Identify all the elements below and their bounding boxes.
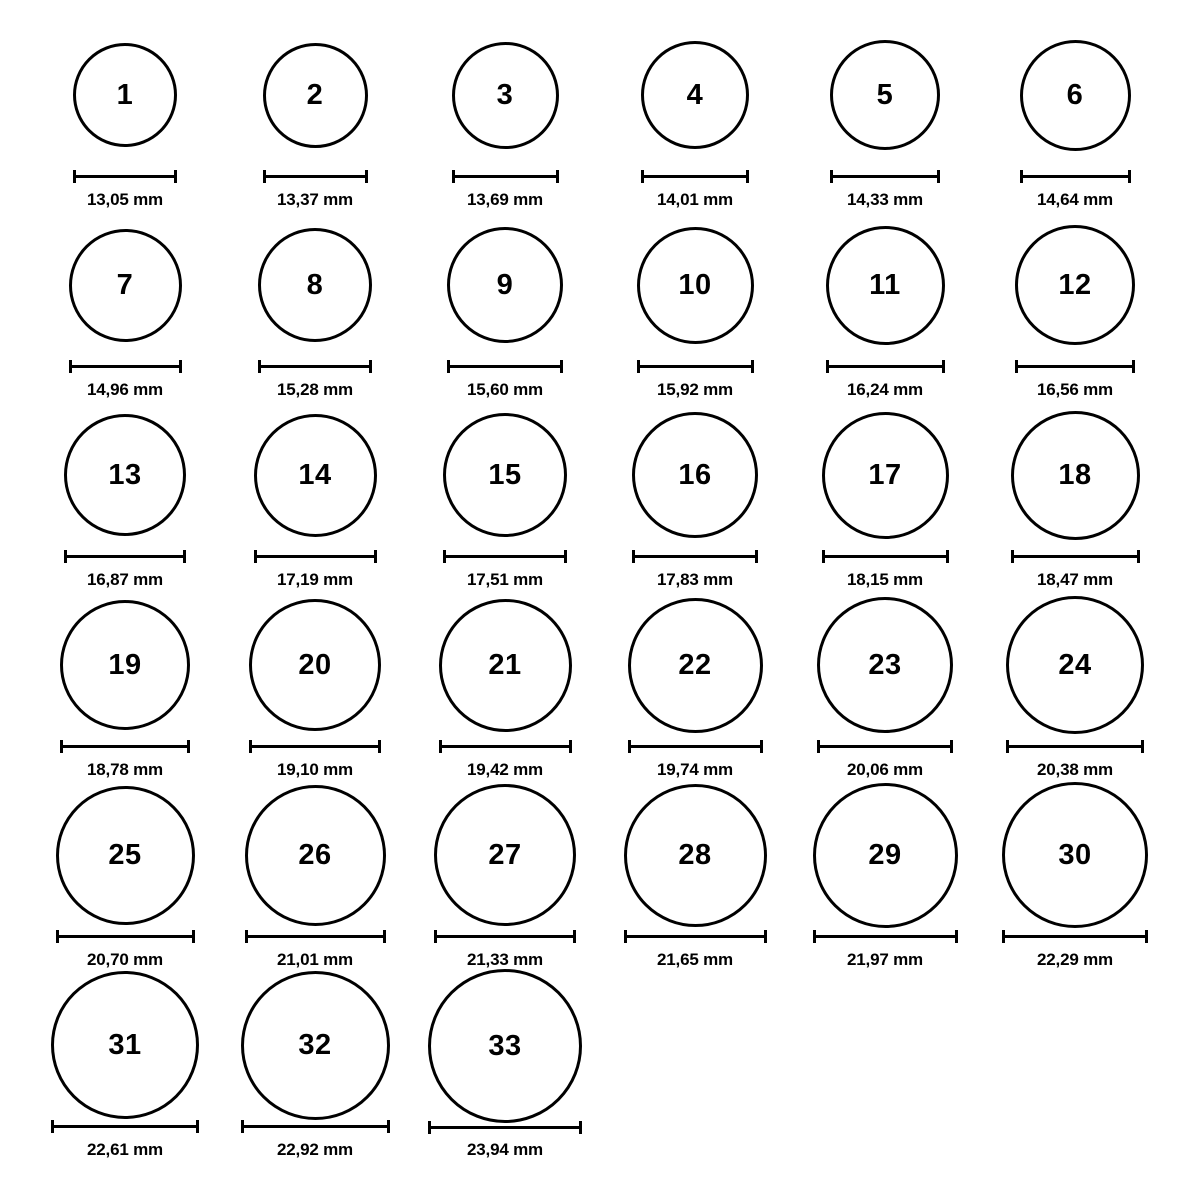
ring-size-number: 32	[298, 1028, 332, 1061]
diameter-caliper-icon	[428, 1122, 582, 1133]
ring-size-cell[interactable]	[790, 590, 980, 780]
ring-size-number: 13	[108, 458, 142, 491]
diameter-label: 15,92 mm	[657, 380, 733, 399]
ring-circle-wrap	[637, 210, 754, 360]
diameter-caliper-icon	[1006, 740, 1144, 753]
ring-size-cell[interactable]	[790, 20, 980, 210]
diameter-label: 14,01 mm	[657, 190, 733, 209]
diameter-label: 20,06 mm	[847, 760, 923, 779]
ring-circle-wrap	[64, 400, 186, 550]
ring-circle-icon	[641, 41, 749, 149]
ring-circle-wrap	[439, 590, 572, 740]
ring-size-number: 33	[488, 1029, 522, 1062]
ring-size-number: 14	[298, 458, 332, 491]
diameter-caliper-icon	[1011, 550, 1140, 563]
diameter-label: 21,33 mm	[467, 950, 543, 969]
ring-size-cell[interactable]	[220, 780, 410, 970]
ring-circle-wrap	[826, 210, 945, 360]
ring-size-cell[interactable]	[220, 970, 410, 1160]
ring-circle-wrap	[1015, 210, 1135, 360]
diameter-caliper-icon	[632, 550, 758, 563]
diameter-caliper-icon	[822, 550, 949, 563]
ring-circle-icon	[1015, 225, 1135, 345]
ring-size-number: 26	[298, 838, 332, 871]
ring-circle-icon	[830, 40, 940, 150]
ring-size-cell[interactable]	[30, 210, 220, 400]
ring-size-number: 27	[488, 838, 522, 871]
diameter-caliper-icon	[817, 740, 953, 753]
ring-size-number: 2	[306, 78, 324, 111]
diameter-caliper-icon	[641, 170, 749, 183]
ring-size-number: 11	[869, 268, 901, 301]
ring-circle-icon	[826, 226, 945, 345]
ring-size-cell[interactable]	[220, 590, 410, 780]
diameter-label: 14,96 mm	[87, 380, 163, 399]
ring-circle-icon	[452, 42, 559, 149]
diameter-label: 16,87 mm	[87, 570, 163, 589]
ring-circle-icon	[64, 414, 186, 536]
ring-size-number: 28	[678, 838, 712, 871]
ring-size-number: 16	[678, 458, 712, 491]
ring-circle-icon	[428, 969, 582, 1123]
ring-size-number: 9	[496, 268, 514, 301]
diameter-label: 21,01 mm	[277, 950, 353, 969]
ring-circle-icon	[245, 785, 386, 926]
ring-size-number: 21	[488, 648, 522, 681]
ring-circle-wrap	[624, 780, 767, 930]
diameter-label: 22,61 mm	[87, 1140, 163, 1159]
ring-size-cell[interactable]	[410, 780, 600, 970]
diameter-label: 19,74 mm	[657, 760, 733, 779]
ring-size-cell[interactable]	[30, 400, 220, 590]
ring-circle-icon	[51, 971, 199, 1119]
diameter-label: 23,94 mm	[467, 1140, 543, 1159]
diameter-caliper-icon	[1015, 360, 1135, 373]
ring-size-cell[interactable]	[980, 20, 1170, 210]
diameter-label: 20,38 mm	[1037, 760, 1113, 779]
diameter-caliper-icon	[51, 1120, 199, 1133]
diameter-caliper-icon	[241, 1120, 390, 1133]
ring-size-number: 8	[306, 268, 324, 301]
ring-circle-wrap	[813, 780, 958, 930]
ring-circle-icon	[637, 227, 754, 344]
diameter-caliper-icon	[1002, 930, 1148, 943]
ring-circle-wrap	[428, 970, 582, 1122]
diameter-caliper-icon	[447, 360, 563, 373]
diameter-caliper-icon	[1020, 170, 1131, 183]
ring-circle-icon	[434, 784, 576, 926]
ring-size-cell[interactable]	[410, 590, 600, 780]
diameter-label: 18,78 mm	[87, 760, 163, 779]
ring-circle-wrap	[56, 780, 195, 930]
ring-size-cell[interactable]	[980, 400, 1170, 590]
diameter-label: 16,56 mm	[1037, 380, 1113, 399]
ring-circle-wrap	[1011, 400, 1140, 550]
diameter-label: 17,19 mm	[277, 570, 353, 589]
ring-circle-wrap	[245, 780, 386, 930]
ring-size-number: 22	[678, 648, 712, 681]
ring-circle-wrap	[443, 400, 567, 550]
ring-circle-icon	[624, 784, 767, 927]
diameter-caliper-icon	[254, 550, 377, 563]
ring-circle-wrap	[73, 20, 177, 170]
ring-circle-wrap	[1006, 590, 1144, 740]
diameter-caliper-icon	[60, 740, 190, 753]
ring-size-cell[interactable]	[30, 20, 220, 210]
diameter-caliper-icon	[64, 550, 186, 563]
diameter-caliper-icon	[258, 360, 372, 373]
diameter-label: 14,33 mm	[847, 190, 923, 209]
ring-size-number: 4	[686, 78, 704, 111]
diameter-label: 13,37 mm	[277, 190, 353, 209]
ring-circle-wrap	[254, 400, 377, 550]
ring-circle-wrap	[258, 210, 372, 360]
diameter-label: 13,05 mm	[87, 190, 163, 209]
ring-size-cell[interactable]	[790, 780, 980, 970]
ring-circle-icon	[447, 227, 563, 343]
ring-size-number: 23	[868, 648, 902, 681]
diameter-label: 22,29 mm	[1037, 950, 1113, 969]
diameter-label: 13,69 mm	[467, 190, 543, 209]
diameter-label: 17,51 mm	[467, 570, 543, 589]
ring-size-cell[interactable]	[600, 400, 790, 590]
ring-size-cell[interactable]	[790, 210, 980, 400]
ring-size-cell[interactable]	[410, 20, 600, 210]
ring-circle-icon	[69, 229, 182, 342]
diameter-label: 17,83 mm	[657, 570, 733, 589]
ring-circle-icon	[258, 228, 372, 342]
ring-size-cell[interactable]	[600, 210, 790, 400]
diameter-caliper-icon	[245, 930, 386, 943]
diameter-label: 22,92 mm	[277, 1140, 353, 1159]
ring-circle-wrap	[241, 970, 390, 1120]
diameter-caliper-icon	[73, 170, 177, 183]
diameter-caliper-icon	[452, 170, 559, 183]
diameter-caliper-icon	[249, 740, 381, 753]
ring-size-cell[interactable]	[410, 210, 600, 400]
ring-circle-wrap	[434, 780, 576, 930]
ring-size-cell[interactable]	[980, 780, 1170, 970]
ring-circle-icon	[249, 599, 381, 731]
diameter-label: 15,28 mm	[277, 380, 353, 399]
ring-circle-wrap	[263, 20, 368, 170]
ring-circle-wrap	[249, 590, 381, 740]
ring-size-cell[interactable]	[600, 780, 790, 970]
ring-circle-wrap	[69, 210, 182, 360]
ring-size-cell[interactable]	[220, 400, 410, 590]
ring-circle-icon	[1020, 40, 1131, 151]
ring-size-cell[interactable]	[30, 590, 220, 780]
ring-circle-icon	[263, 43, 368, 148]
ring-circle-wrap	[447, 210, 563, 360]
ring-circle-icon	[632, 412, 758, 538]
diameter-caliper-icon	[826, 360, 945, 373]
ring-circle-icon	[254, 414, 377, 537]
ring-size-number: 31	[108, 1028, 142, 1061]
ring-size-cell[interactable]	[980, 590, 1170, 780]
diameter-caliper-icon	[434, 930, 576, 943]
ring-size-number: 24	[1058, 648, 1092, 681]
ring-circle-wrap	[628, 590, 763, 740]
diameter-label: 20,70 mm	[87, 950, 163, 969]
ring-circle-icon	[60, 600, 190, 730]
ring-size-number: 3	[496, 78, 514, 111]
ring-circle-icon	[56, 786, 195, 925]
diameter-caliper-icon	[439, 740, 572, 753]
ring-size-cell[interactable]	[790, 400, 980, 590]
diameter-label: 15,60 mm	[467, 380, 543, 399]
ring-size-number: 12	[1058, 268, 1092, 301]
ring-circle-wrap	[817, 590, 953, 740]
ring-size-number: 20	[298, 648, 332, 681]
diameter-label: 18,47 mm	[1037, 570, 1113, 589]
diameter-label: 21,97 mm	[847, 950, 923, 969]
ring-size-cell[interactable]	[410, 970, 600, 1160]
diameter-label: 21,65 mm	[657, 950, 733, 969]
ring-size-number: 15	[488, 458, 522, 491]
ring-size-number: 1	[116, 78, 134, 111]
diameter-label: 16,24 mm	[847, 380, 923, 399]
ring-size-cell[interactable]	[30, 970, 220, 1160]
ring-size-number: 7	[116, 268, 134, 301]
ring-circle-wrap	[452, 20, 559, 170]
ring-size-number: 5	[876, 78, 894, 111]
ring-circle-icon	[73, 43, 177, 147]
ring-circle-wrap	[822, 400, 949, 550]
ring-size-number: 17	[868, 458, 902, 491]
diameter-caliper-icon	[69, 360, 182, 373]
ring-circle-wrap	[830, 20, 940, 170]
ring-circle-icon	[1002, 782, 1148, 928]
ring-circle-wrap	[60, 590, 190, 740]
ring-circle-icon	[439, 599, 572, 732]
ring-circle-icon	[1006, 596, 1144, 734]
ring-size-number: 25	[108, 838, 142, 871]
ring-circle-icon	[443, 413, 567, 537]
ring-circle-wrap	[1020, 20, 1131, 170]
diameter-caliper-icon	[443, 550, 567, 563]
ring-size-number: 10	[678, 268, 712, 301]
diameter-caliper-icon	[56, 930, 195, 943]
ring-size-cell[interactable]	[600, 590, 790, 780]
ring-size-cell[interactable]	[980, 210, 1170, 400]
ring-size-number: 30	[1058, 838, 1092, 871]
ring-circle-icon	[813, 783, 958, 928]
ring-size-cell[interactable]	[220, 20, 410, 210]
ring-size-cell[interactable]	[600, 20, 790, 210]
ring-circle-icon	[1011, 411, 1140, 540]
ring-size-cell[interactable]	[30, 780, 220, 970]
ring-size-cell[interactable]	[220, 210, 410, 400]
diameter-label: 19,10 mm	[277, 760, 353, 779]
ring-circle-wrap	[1002, 780, 1148, 930]
ring-circle-icon	[241, 971, 390, 1120]
diameter-caliper-icon	[637, 360, 754, 373]
ring-size-number: 19	[108, 648, 142, 681]
ring-circle-wrap	[632, 400, 758, 550]
ring-size-grid	[30, 20, 1170, 1160]
ring-circle-wrap	[641, 20, 749, 170]
ring-circle-icon	[628, 598, 763, 733]
ring-size-number: 29	[868, 838, 902, 871]
ring-size-number: 6	[1066, 78, 1084, 111]
ring-circle-icon	[822, 412, 949, 539]
ring-circle-icon	[817, 597, 953, 733]
diameter-caliper-icon	[628, 740, 763, 753]
diameter-label: 18,15 mm	[847, 570, 923, 589]
ring-size-cell[interactable]	[410, 400, 600, 590]
diameter-caliper-icon	[813, 930, 958, 943]
diameter-caliper-icon	[830, 170, 940, 183]
diameter-label: 19,42 mm	[467, 760, 543, 779]
diameter-caliper-icon	[624, 930, 767, 943]
diameter-label: 14,64 mm	[1037, 190, 1113, 209]
diameter-caliper-icon	[263, 170, 368, 183]
ring-circle-wrap	[51, 970, 199, 1120]
ring-size-number: 18	[1058, 458, 1092, 491]
